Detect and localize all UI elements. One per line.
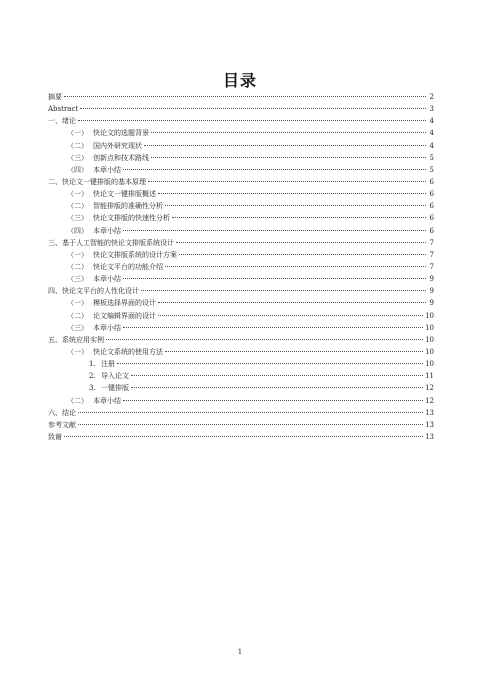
dot-leader	[158, 302, 426, 303]
toc-entry[interactable]	[48, 346, 434, 358]
toc-entry[interactable]	[48, 140, 434, 152]
toc-entry[interactable]	[48, 237, 434, 249]
toc-entry[interactable]	[48, 188, 434, 200]
dot-leader	[141, 290, 426, 291]
dot-leader	[106, 339, 423, 340]
toc-entry-page: 13	[425, 432, 434, 441]
toc-entry-text: 本章小结	[93, 226, 121, 235]
toc-entry-page: 5	[429, 153, 434, 162]
toc-entry[interactable]	[48, 91, 434, 103]
toc-entry[interactable]	[48, 261, 434, 273]
toc-entry-page: 6	[429, 226, 434, 235]
toc-entry-page: 10	[425, 323, 434, 332]
dot-leader	[144, 145, 426, 146]
toc-entry-text: 一键排版	[101, 384, 129, 393]
toc-entry[interactable]	[48, 176, 434, 188]
toc-entry-text: 智能排版的准确性分析	[93, 202, 163, 211]
toc-entry-number: 1.	[89, 360, 96, 369]
toc-entry-number: （三）	[67, 275, 88, 284]
toc-entry[interactable]	[48, 212, 434, 224]
toc-entry-page: 13	[425, 420, 434, 429]
toc-entry-page: 10	[425, 311, 434, 320]
toc-entry-text: 快论文排版系统的设计方案	[93, 250, 177, 259]
toc-entry-text: 致谢	[48, 432, 62, 441]
toc-entry-number: （二）	[67, 141, 88, 150]
dot-leader	[78, 120, 426, 121]
toc-entry[interactable]	[48, 382, 434, 394]
toc-entry[interactable]	[48, 285, 434, 297]
toc-entry-text: Abstract	[48, 105, 79, 114]
toc-entry-number: （一）	[67, 250, 88, 259]
toc-entry-page: 12	[425, 384, 434, 393]
toc-entry-text: 快论文排版的快速性分析	[93, 214, 170, 223]
toc-entry-text: 四、快论文平台的人性化设计	[48, 287, 139, 296]
toc-entry-text: 快论文的选题背景	[93, 129, 149, 138]
toc-entry[interactable]	[48, 419, 434, 431]
toc-entry[interactable]	[48, 225, 434, 237]
dot-leader	[158, 193, 426, 194]
toc-entry[interactable]	[48, 152, 434, 164]
dot-leader	[151, 157, 426, 158]
toc-entry-page: 6	[429, 190, 434, 199]
toc-entry-number: （二）	[67, 202, 88, 211]
toc-entry-text: 参考文献	[48, 420, 76, 429]
toc-entry-number: （二）	[67, 311, 88, 320]
toc-entry[interactable]	[48, 334, 434, 346]
toc-entry-number: 2.	[89, 372, 96, 381]
dot-leader	[172, 217, 426, 218]
toc-entry-text: 三、基于人工智能的快论文排版系统设计	[48, 238, 174, 247]
toc-entry-text: 本章小结	[93, 165, 121, 174]
toc-entry-page: 9	[429, 299, 434, 308]
toc-entry-text: 本章小结	[93, 323, 121, 332]
dot-leader	[80, 108, 426, 109]
toc-entry-text: 快论文一键排版概述	[93, 190, 156, 199]
toc-entry-page: 11	[425, 372, 434, 381]
toc-entry[interactable]	[48, 358, 434, 370]
toc-entry[interactable]	[48, 297, 434, 309]
toc-entry-text: 快论文系统的使用方法	[93, 347, 163, 356]
toc-entry-page: 12	[425, 396, 434, 405]
toc-entry-page: 13	[425, 408, 434, 417]
dot-leader	[78, 412, 423, 413]
dot-leader	[123, 327, 423, 328]
dot-leader	[158, 315, 423, 316]
toc-entry-page: 9	[429, 287, 434, 296]
toc-entry[interactable]	[48, 103, 434, 115]
dot-leader	[123, 230, 426, 231]
toc-entry[interactable]	[48, 322, 434, 334]
toc-entry-text: 摘要	[48, 93, 62, 101]
dot-leader	[131, 375, 423, 376]
toc-entry[interactable]	[48, 115, 434, 127]
toc-entry-text: 本章小结	[93, 275, 121, 284]
toc-entry-number: （一）	[67, 347, 88, 356]
dot-leader	[151, 132, 426, 133]
toc-entry-page: 4	[429, 141, 434, 150]
toc-entry-text: 注册	[101, 360, 115, 369]
toc-entry-page: 6	[429, 202, 434, 211]
toc-entry[interactable]	[48, 164, 434, 176]
toc-entry-number: （四）	[67, 226, 88, 235]
dot-leader	[78, 424, 423, 425]
toc-entry-page: 2	[429, 93, 434, 101]
toc-entry-page: 10	[425, 347, 434, 356]
toc-entry-text: 一、绪论	[48, 117, 76, 126]
toc-entry-page: 7	[429, 238, 434, 247]
toc-entry[interactable]	[48, 407, 434, 419]
toc-entry[interactable]	[48, 370, 434, 382]
dot-leader	[123, 278, 426, 279]
toc-entry-text: 模板选择界面的设计	[93, 299, 156, 308]
toc-entry[interactable]	[48, 431, 434, 443]
dot-leader	[176, 242, 426, 243]
toc-entry-page: 10	[425, 360, 434, 369]
toc-entry-number: （三）	[67, 153, 88, 162]
dot-leader	[148, 181, 426, 182]
toc-entry[interactable]	[48, 127, 434, 139]
toc-entry-number: （三）	[67, 323, 88, 332]
toc-entry-number: （二）	[67, 262, 88, 271]
toc-entry-number: （一）	[67, 129, 88, 138]
toc-entry-number: （四）	[67, 165, 88, 174]
toc-entry-page: 4	[429, 117, 434, 126]
toc-entry-number: （二）	[67, 396, 88, 405]
toc-entry-text: 论文编辑界面的设计	[93, 311, 156, 320]
toc-entry[interactable]	[48, 310, 434, 322]
toc-entry-text: 本章小结	[93, 396, 121, 405]
dot-leader	[165, 351, 423, 352]
toc-entry-page: 10	[425, 335, 434, 344]
dot-leader	[123, 169, 426, 170]
dot-leader	[179, 254, 426, 255]
toc-entry-text: 二、快论文一键排版的基本原理	[48, 177, 146, 186]
toc-entry[interactable]	[48, 249, 434, 261]
toc-entry[interactable]	[48, 273, 434, 285]
toc-entry-page: 7	[429, 262, 434, 271]
toc-entry-number: （三）	[67, 214, 88, 223]
dot-leader	[165, 266, 426, 267]
toc-title: 目录	[222, 71, 257, 90]
toc-entry-text: 快论文平台的功能介绍	[93, 262, 163, 271]
dot-leader	[131, 387, 423, 388]
toc-entry-number: 3.	[89, 384, 96, 393]
toc-entry-page: 3	[429, 105, 434, 114]
toc-entry-number: （一）	[67, 190, 88, 199]
page-number: 1	[237, 648, 243, 656]
dot-leader	[64, 96, 426, 97]
toc-entry-text: 六、结论	[48, 408, 76, 417]
dot-leader	[64, 436, 423, 437]
toc-entry-text: 国内外研究现状	[93, 141, 142, 150]
toc-entry-text: 导入论文	[101, 372, 129, 381]
dot-leader	[117, 363, 423, 364]
toc-entry[interactable]	[48, 200, 434, 212]
toc-entry-page: 6	[429, 214, 434, 223]
toc-entry-page: 9	[429, 275, 434, 284]
toc-entry-page: 7	[429, 250, 434, 259]
toc-entry-text: 五、系统应用实例	[48, 335, 104, 344]
toc-entry-number: （一）	[67, 299, 88, 308]
toc-entry-page: 6	[429, 177, 434, 186]
toc-entry-text: 创新点和技术路线	[93, 153, 149, 162]
toc-entry-page: 5	[429, 165, 434, 174]
table-of-contents	[48, 91, 434, 443]
dot-leader	[123, 400, 423, 401]
toc-entry-page: 4	[429, 129, 434, 138]
dot-leader	[165, 205, 426, 206]
toc-entry[interactable]	[48, 395, 434, 407]
